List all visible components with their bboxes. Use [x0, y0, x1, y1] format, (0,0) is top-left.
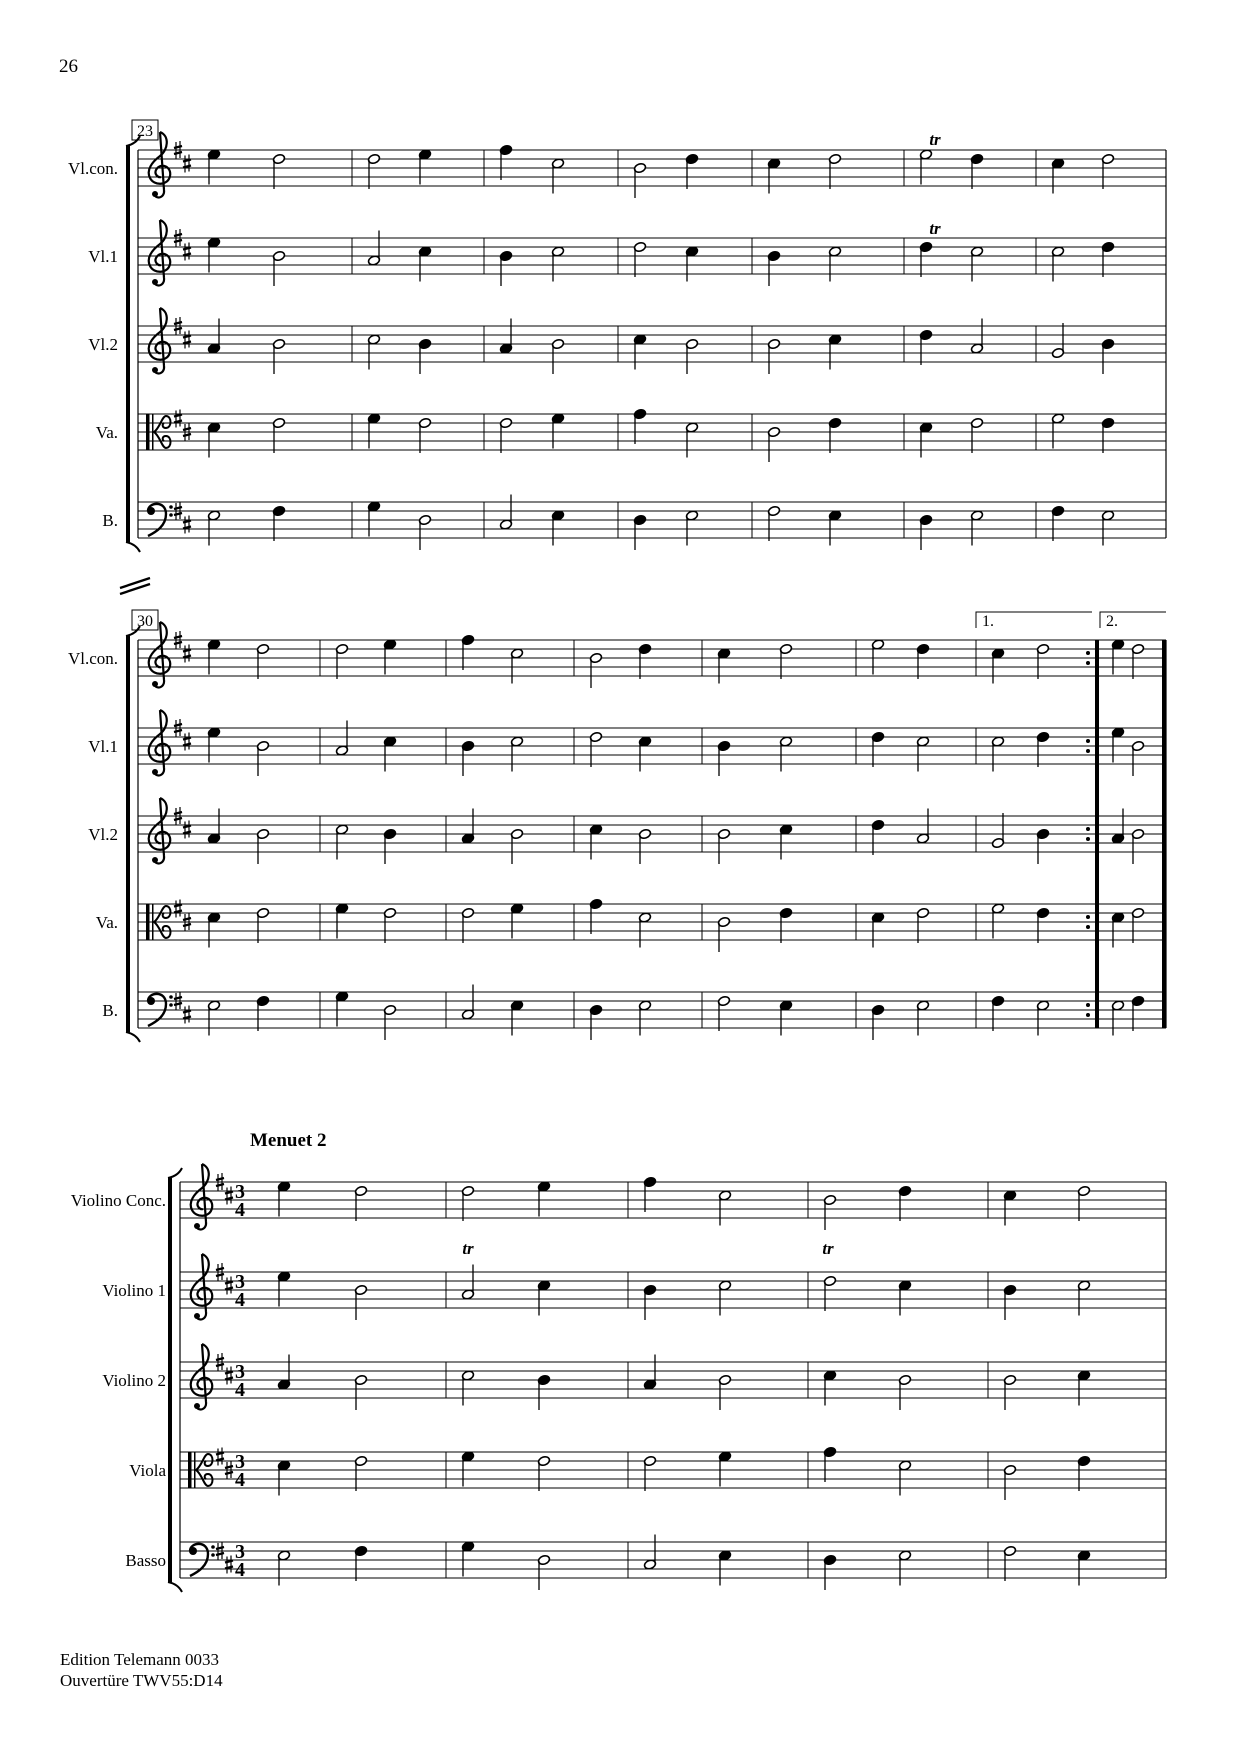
- bracket-hook: [126, 542, 140, 552]
- repeat-dot: [1086, 661, 1090, 665]
- treble-clef-icon: [149, 798, 170, 863]
- volta-label: 1.: [982, 613, 994, 630]
- instrument-label: B.: [102, 1001, 118, 1020]
- sharp-icon: [183, 516, 191, 534]
- instrument-label: B.: [102, 511, 118, 530]
- sharp-icon: [183, 243, 191, 261]
- thick-barline: [1162, 640, 1166, 1028]
- measure-number: 23: [137, 123, 153, 140]
- time-signature-numerator: 3: [235, 1361, 245, 1383]
- treble-clef-icon: [149, 710, 170, 775]
- repeat-dot: [1086, 739, 1090, 743]
- bracket-hook: [126, 1032, 140, 1042]
- time-signature-numerator: 3: [235, 1451, 245, 1473]
- treble-clef-icon: [149, 220, 170, 285]
- instrument-label: Vl.1: [88, 247, 118, 266]
- volta-label: 2.: [1106, 613, 1118, 630]
- trill-mark: tr: [929, 219, 941, 238]
- repeat-dot: [1086, 915, 1090, 919]
- measure-number: 30: [137, 613, 153, 630]
- instrument-label: Vl.con.: [67, 159, 118, 178]
- sharp-icon: [174, 410, 182, 428]
- sharp-icon: [225, 1187, 233, 1205]
- thick-barline: [1095, 640, 1099, 1028]
- trill-mark: tr: [822, 1239, 834, 1258]
- sharp-icon: [216, 1448, 224, 1466]
- repeat-dot: [1086, 827, 1090, 831]
- treble-clef-icon: [149, 622, 170, 687]
- system-bracket: [126, 636, 130, 1032]
- repeat-dot: [1086, 749, 1090, 753]
- sharp-icon: [183, 821, 191, 839]
- footer-work: Ouvertüre TWV55:D14: [60, 1671, 223, 1690]
- sharp-icon: [183, 733, 191, 751]
- trill-mark: tr: [929, 130, 941, 149]
- repeat-dot: [1086, 1003, 1090, 1007]
- instrument-label: Vl.1: [88, 737, 118, 756]
- instrument-label: Va.: [95, 913, 118, 932]
- instrument-label: Viola: [129, 1461, 166, 1480]
- time-signature-denominator: 4: [235, 1199, 245, 1221]
- bracket-hook: [168, 1168, 182, 1178]
- sharp-icon: [183, 645, 191, 663]
- instrument-label: Violino 2: [102, 1371, 166, 1390]
- bracket-hook: [168, 1582, 182, 1592]
- repeat-dot: [1086, 651, 1090, 655]
- sharp-icon: [225, 1277, 233, 1295]
- system-bracket: [168, 1178, 172, 1582]
- treble-clef-icon: [191, 1254, 212, 1319]
- sharp-icon: [225, 1367, 233, 1385]
- system-bracket: [126, 146, 130, 542]
- treble-clef-icon: [149, 308, 170, 373]
- instrument-label: Vl.2: [88, 825, 118, 844]
- time-signature-denominator: 4: [235, 1379, 245, 1401]
- treble-clef-icon: [191, 1344, 212, 1409]
- instrument-label: Violino Conc.: [70, 1191, 166, 1210]
- time-signature-denominator: 4: [235, 1559, 245, 1581]
- repeat-dot: [1086, 837, 1090, 841]
- instrument-label: Va.: [95, 423, 118, 442]
- sharp-icon: [183, 1006, 191, 1024]
- instrument-label: Vl.2: [88, 335, 118, 354]
- tempo-title: Menuet 2: [250, 1130, 327, 1151]
- time-signature-numerator: 3: [235, 1271, 245, 1293]
- instrument-label: Violino 1: [102, 1281, 166, 1300]
- instrument-label: Vl.con.: [67, 649, 118, 668]
- footer-edition: Edition Telemann 0033: [60, 1650, 220, 1669]
- repeat-dot: [1086, 1013, 1090, 1017]
- time-signature-denominator: 4: [235, 1289, 245, 1311]
- treble-clef-icon: [149, 132, 170, 197]
- trill-mark: tr: [462, 1239, 474, 1258]
- time-signature-numerator: 3: [235, 1541, 245, 1563]
- sharp-icon: [183, 331, 191, 349]
- time-signature-denominator: 4: [235, 1469, 245, 1491]
- instrument-label: Basso: [125, 1551, 166, 1570]
- sharp-icon: [174, 900, 182, 918]
- sharp-icon: [225, 1556, 233, 1574]
- treble-clef-icon: [191, 1164, 212, 1229]
- time-signature-numerator: 3: [235, 1181, 245, 1203]
- repeat-dot: [1086, 925, 1090, 929]
- page-number: 26: [59, 56, 78, 77]
- sharp-icon: [183, 155, 191, 173]
